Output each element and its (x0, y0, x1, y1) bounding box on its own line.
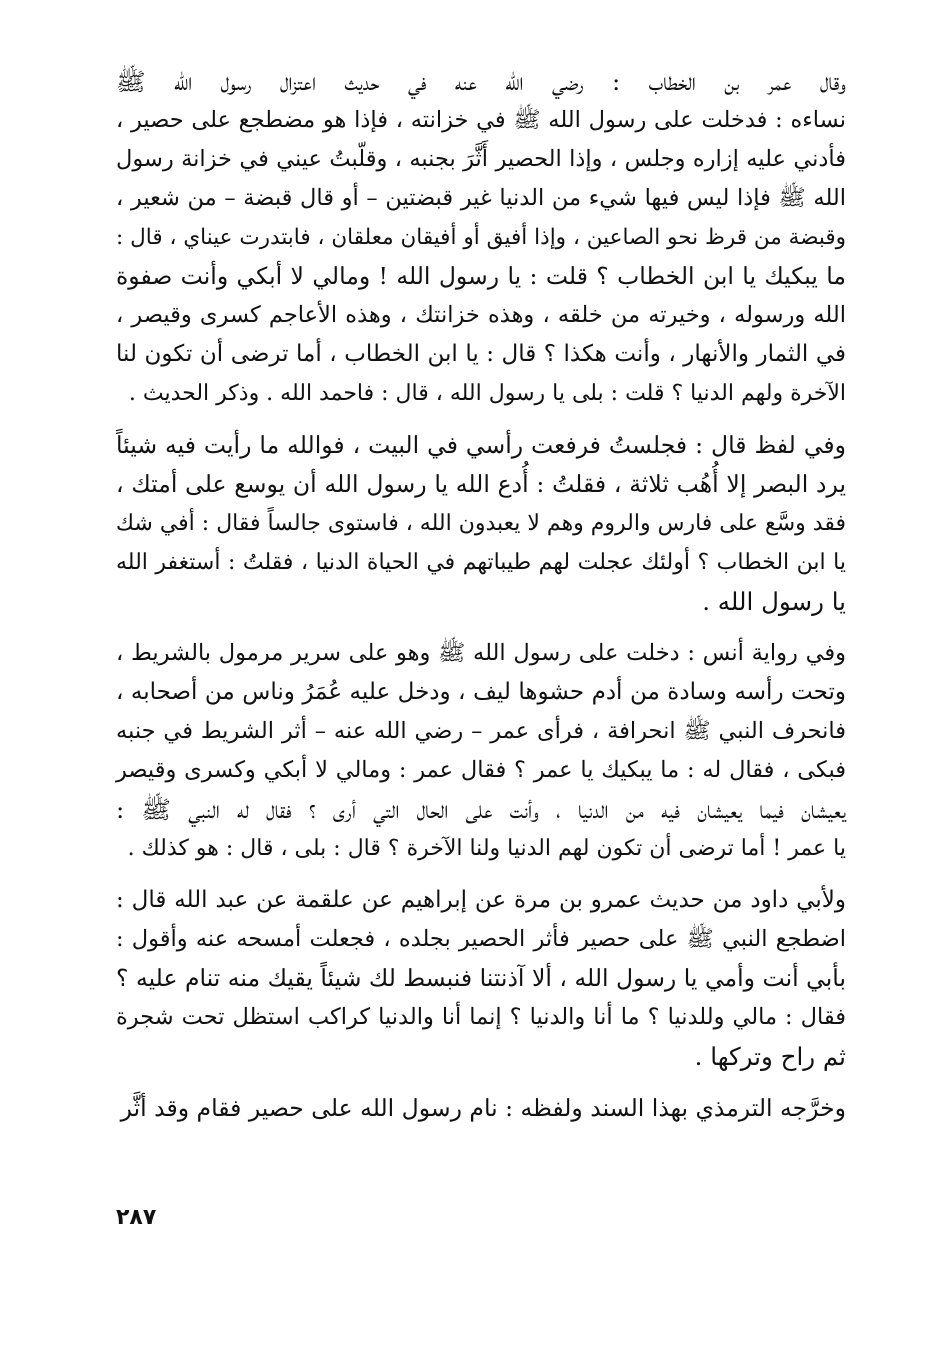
text-line: فقال : مالي وللدنيا ؟ ما أنا والدنيا ؟ إنما أنا والدنيا كراكب استظل تحت شجرة (116, 1004, 846, 1030)
text-line: اضطجع النبي ﷺ على حصير فأثر الحصير بجلده ، فجعلت أمسحه عنه وأقول : (116, 926, 846, 952)
text-line: ولأبي داود من حديث عمرو بن مرة عن إبراهيم عن علقمة عن عبد الله قال : (116, 887, 846, 913)
text-line: فقد وسَّع على فارس والروم وهم لا يعبدون الله ، فاستوى جالساً فقال : أفي شك (115, 511, 846, 536)
text-line: فانحرف النبي ﷺ انحرافة ، فرأى عمر – رضي الله عنه – أثر الشريط في جنبه (116, 718, 846, 744)
page-body (116, 62, 846, 1128)
text-line: يعيشان فيما يعيشان فيه من الدنيا ، وأنت على الحال التي أرى ؟ فقال له النبي ﷺ : (116, 795, 846, 824)
text-line: فأدني عليه إزاره وجلس ، وإذا الحصير أَثَّرَ بجنبه ، وقلّبتُ عيني في خزانة رسول (116, 146, 846, 172)
text-line: في الثمار والأنهار ، وأنت هكذا ؟ قال : يا ابن الخطاب ، أما ترضى أن تكون لنا (116, 341, 846, 367)
text-line: وتحت رأسه وسادة من أدم حشوها ليف ، ودخل عليه عُمَرُ وناس من أصحابه ، (116, 679, 846, 705)
text-line: وفي رواية أنس : دخلت على رسول الله ﷺ وهو على سرير مرمول بالشريط ، (116, 640, 846, 666)
text-line: يا عمر ! أما ترضى أن تكون لهم الدنيا ولنا الآخرة ؟ قال : بلى ، قال : هو كذلك . (127, 836, 846, 861)
paragraph-anas-narration (116, 634, 846, 868)
text-line: وخرَّجه الترمذي بهذا السند ولفظه : نام رسول الله على حصير فقام وقد أثَّر (120, 1094, 846, 1122)
text-line: الآخرة ولهم الدنيا ؟ قلت : بلى يا رسول الله ، قال : فاحمد الله . وذكر الحديث . (128, 381, 846, 406)
page-number: ٢٨٧ (116, 1205, 157, 1230)
text-line: نساءه : فدخلت على رسول الله ﷺ في خزانته ، فإذا هو مضطجع على حصير ، (116, 107, 846, 133)
text-line: ما يبكيك يا ابن الخطاب ؟ قلت : يا رسول الله ! ومالي لا أبكي وأنت صفوة (116, 262, 846, 290)
text-line: الله ورسوله ، وخيرته من خلقه ، وهذه خزانتك ، وهذه الأعاجم كسرى وقيصر ، (116, 302, 846, 328)
text-line: يرد البصر إلا أُهُب ثلاثة ، فقلتُ : أُدع الله يا رسول الله أن يوسع على أمتك ، (116, 470, 846, 498)
text-line: يا ابن الخطاب ؟ أولئك عجلت لهم طيباتهم في الحياة الدنيا ، فقلتُ : أستغفر الله (116, 550, 846, 575)
paragraph-umar-hadith (116, 62, 846, 413)
text-line: وقال عمر بن الخطاب : رضي الله عنه في حديث اعتزال رسول الله ﷺ (116, 67, 846, 96)
text-line: يا رسول الله . (702, 587, 846, 616)
text-line: بأبي أنت وأمي يا رسول الله ، ألا آذنتنا فنبسط لك شيئاً يقيك منه تنام عليه ؟ (116, 964, 846, 992)
paragraph-another-wording (116, 426, 846, 621)
text-line: فبكى ، فقال له : ما يبكيك يا عمر ؟ فقال عمر : ومالي لا أبكي وكسرى وقيصر (116, 757, 846, 783)
text-line: ثم راح وتركها . (694, 1042, 846, 1071)
text-line: الله ﷺ فإذا ليس فيها شيء من الدنيا غير قبضتين – أو قال قبضة – من شعير ، (116, 185, 846, 211)
text-line: وفي لفظ قال : فجلستُ فرفعت رأسي في البيت ، فوالله ما رأيت فيه شيئاً (116, 431, 846, 459)
paragraph-abu-dawud (116, 881, 846, 1076)
text-line: وقبضة من قرظ نحو الصاعين ، وإذا أفيق أو أفيقان معلقان ، فابتدرت عيناي ، قال : (116, 225, 846, 250)
paragraph-tirmidhi (116, 1089, 846, 1128)
